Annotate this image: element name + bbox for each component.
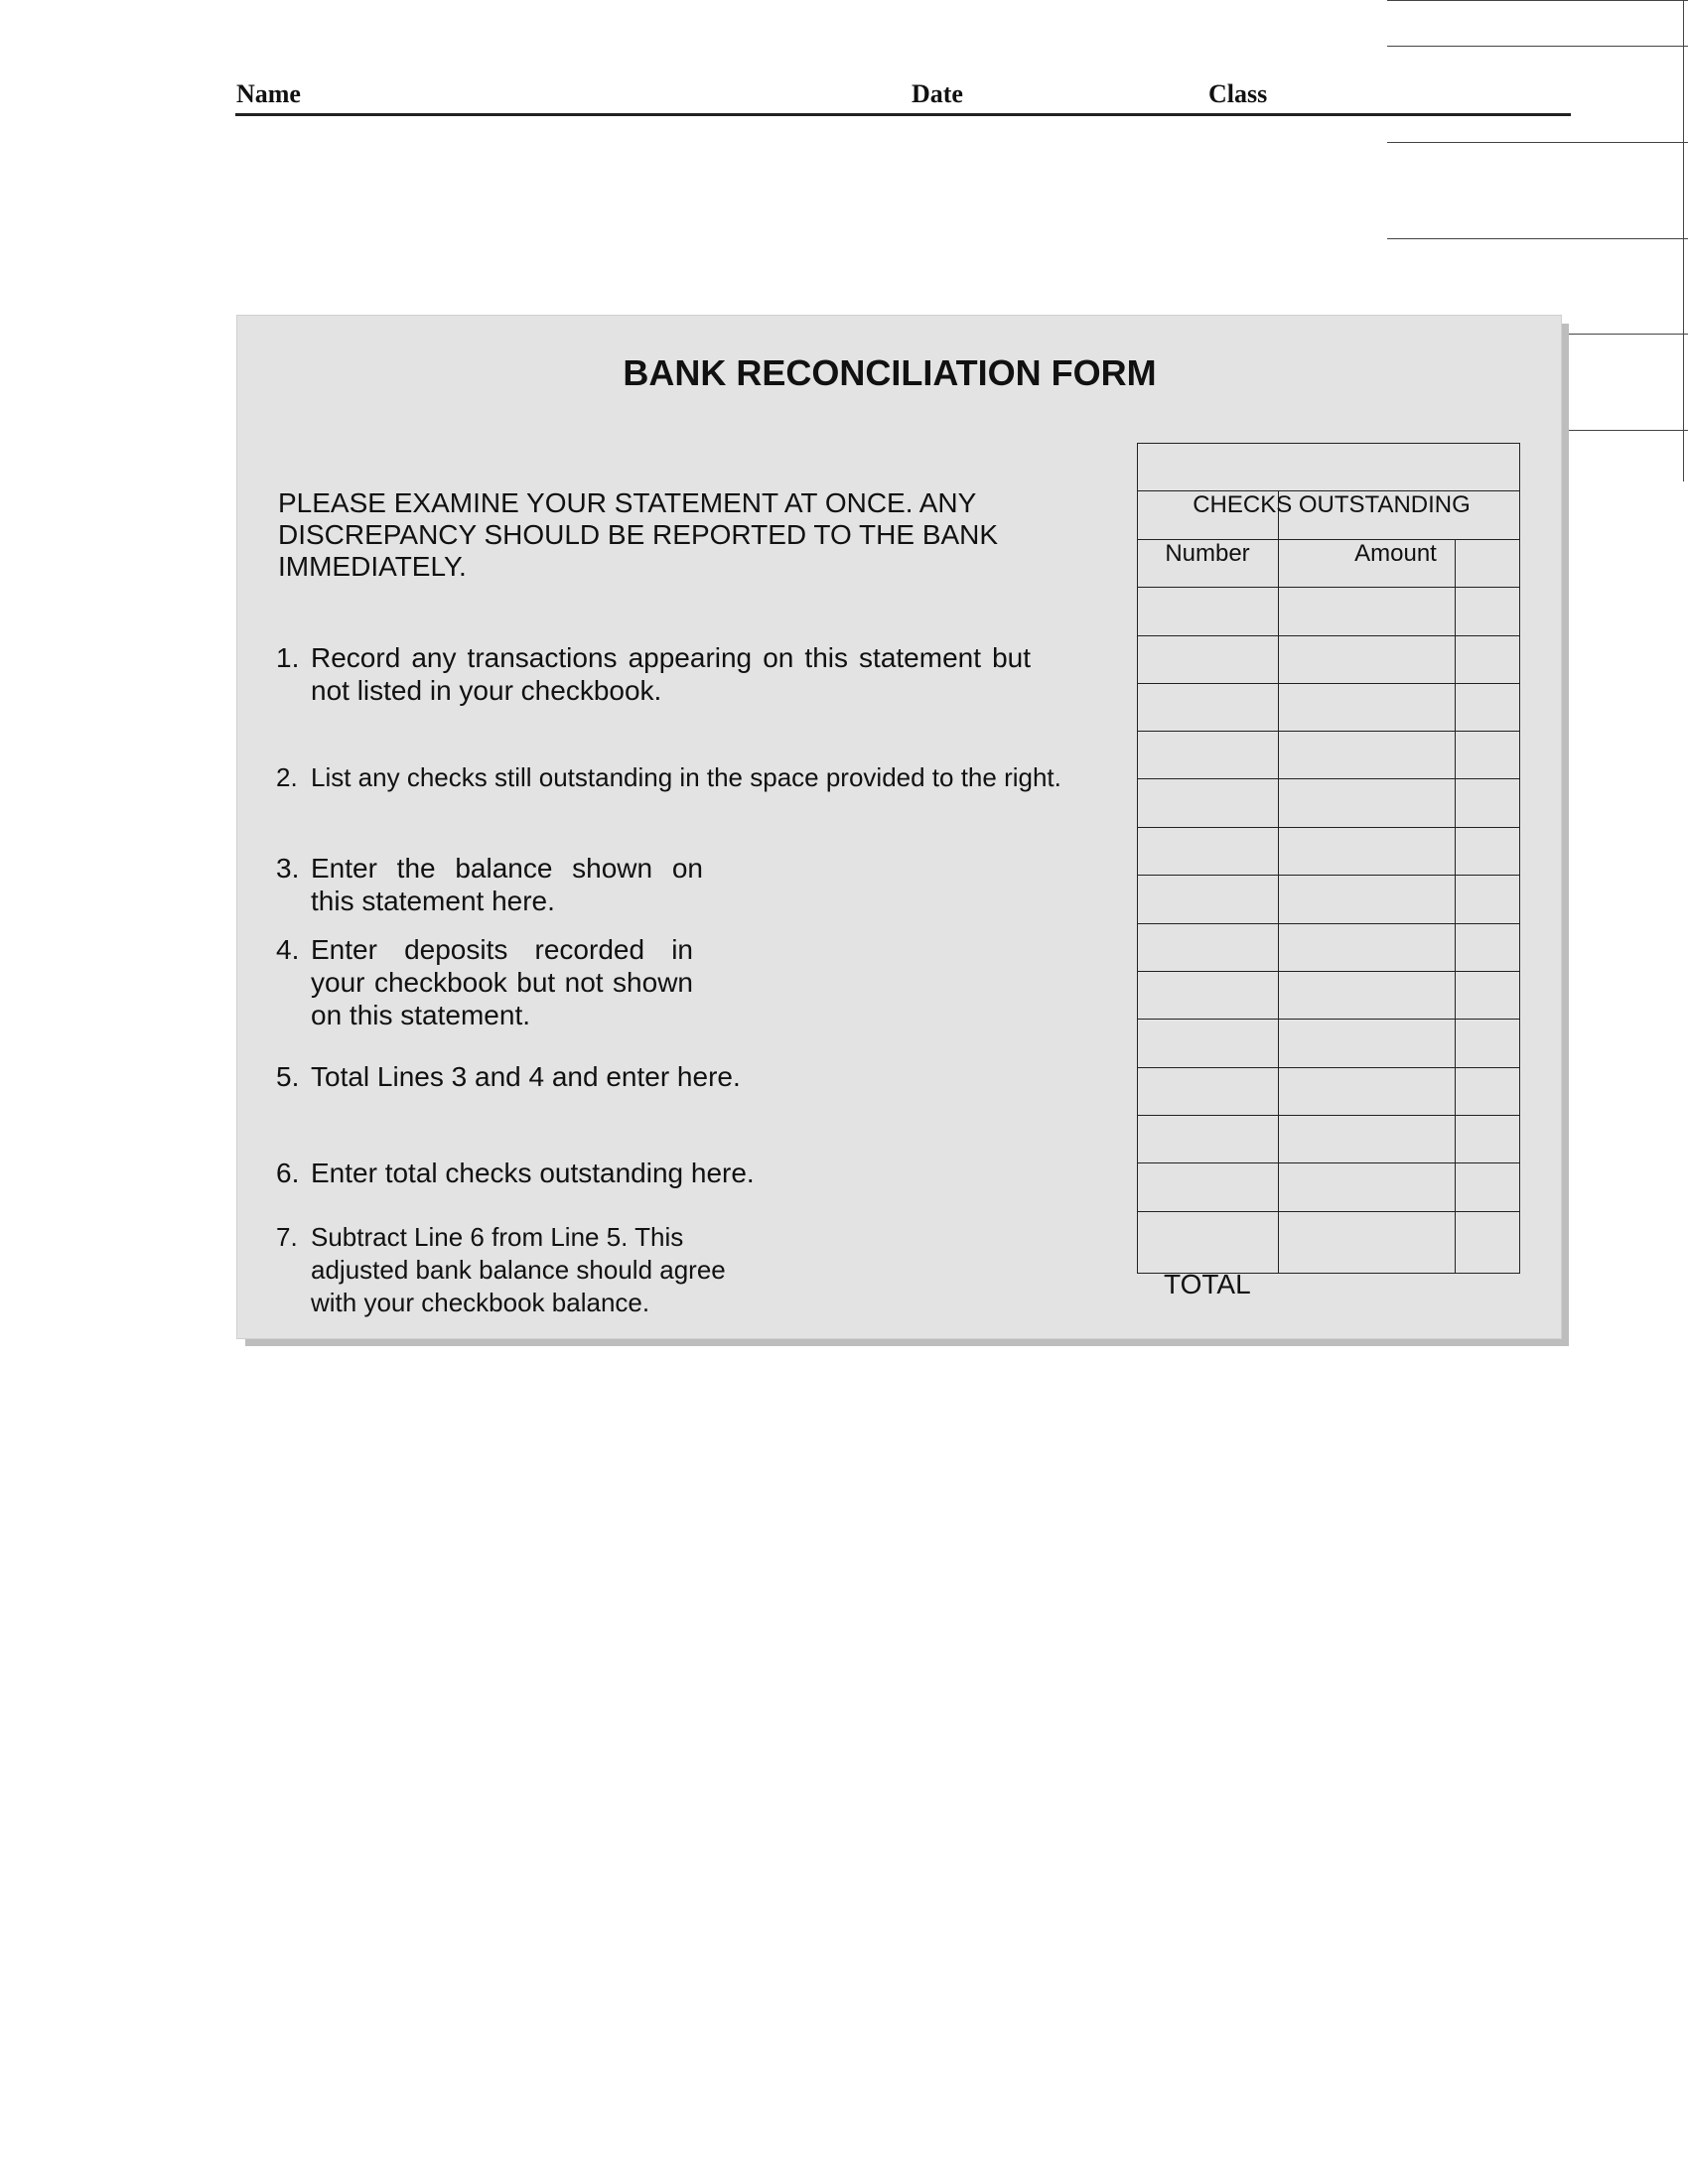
table-row-line [1137, 1162, 1520, 1163]
step-text: Enter deposits recorded in [311, 934, 693, 965]
date-label: Date [912, 79, 963, 108]
class-label: Class [1208, 79, 1268, 108]
table-column-divider [1278, 490, 1279, 1273]
step-text: Total Lines 3 and 4 and enter here. [311, 1061, 741, 1092]
step-text: on this statement. [311, 1000, 531, 1030]
side-line [1387, 142, 1688, 143]
step-1 [276, 641, 1031, 711]
side-vertical-line [1683, 0, 1684, 481]
step-number: 5. [276, 1061, 300, 1092]
column-header-amount: Amount [1354, 540, 1437, 567]
side-line [1387, 0, 1688, 1]
step-number: 6. [276, 1158, 300, 1188]
table-row-line [1137, 1019, 1520, 1020]
table-row-line [1137, 971, 1520, 972]
table-right-border [1519, 443, 1520, 1273]
step-number: 4. [276, 934, 300, 965]
step-text: Record any transactions appearing on this statement but [311, 642, 1031, 673]
header-rule [235, 113, 1571, 116]
table-row-line [1137, 635, 1520, 636]
table-row-line [1137, 443, 1520, 444]
table-row-line [1137, 1211, 1520, 1212]
name-label: Name [236, 79, 301, 108]
table-row-line [1137, 1067, 1520, 1068]
step-text: not listed in your checkbook. [311, 675, 662, 706]
side-line [1387, 238, 1688, 239]
table-row-line [1137, 923, 1520, 924]
step-text: Enter the balance shown on [311, 853, 703, 884]
form-title: BANK RECONCILIATION FORM [623, 352, 1157, 393]
table-row-line [1137, 875, 1520, 876]
intro-text: PLEASE EXAMINE YOUR STATEMENT AT ONCE. ANY DISCREPANCY SHOULD BE REPORTED TO THE BANK IMMEDIATELY. [278, 487, 999, 582]
step-text: adjusted bank balance should agree [311, 1255, 726, 1285]
step-text: Enter total checks outstanding here. [311, 1158, 755, 1188]
table-row-line [1137, 1115, 1520, 1116]
step-text: List any checks still outstanding in the space provided to the right. [311, 762, 1061, 792]
step-number: 3. [276, 853, 300, 884]
table-cents-divider [1455, 539, 1456, 1273]
table-row-line [1137, 778, 1520, 779]
total-label: TOTAL [1164, 1269, 1251, 1299]
table-row-line [1137, 731, 1520, 732]
step-text: Subtract Line 6 from Line 5. This [311, 1222, 684, 1252]
step-number: 1. [276, 642, 300, 673]
table-row-line [1137, 683, 1520, 684]
column-header-number: Number [1165, 540, 1250, 567]
checks-outstanding-title: CHECKS OUTSTANDING [1193, 491, 1471, 518]
table-row-line [1137, 587, 1520, 588]
side-line [1387, 46, 1688, 47]
step-number: 2. [276, 762, 298, 792]
step-text: your checkbook but not shown [311, 967, 693, 998]
step-text: this statement here. [311, 886, 555, 916]
step-number: 7. [276, 1222, 298, 1252]
table-row-line [1137, 827, 1520, 828]
step-text: with your checkbook balance. [311, 1288, 650, 1317]
